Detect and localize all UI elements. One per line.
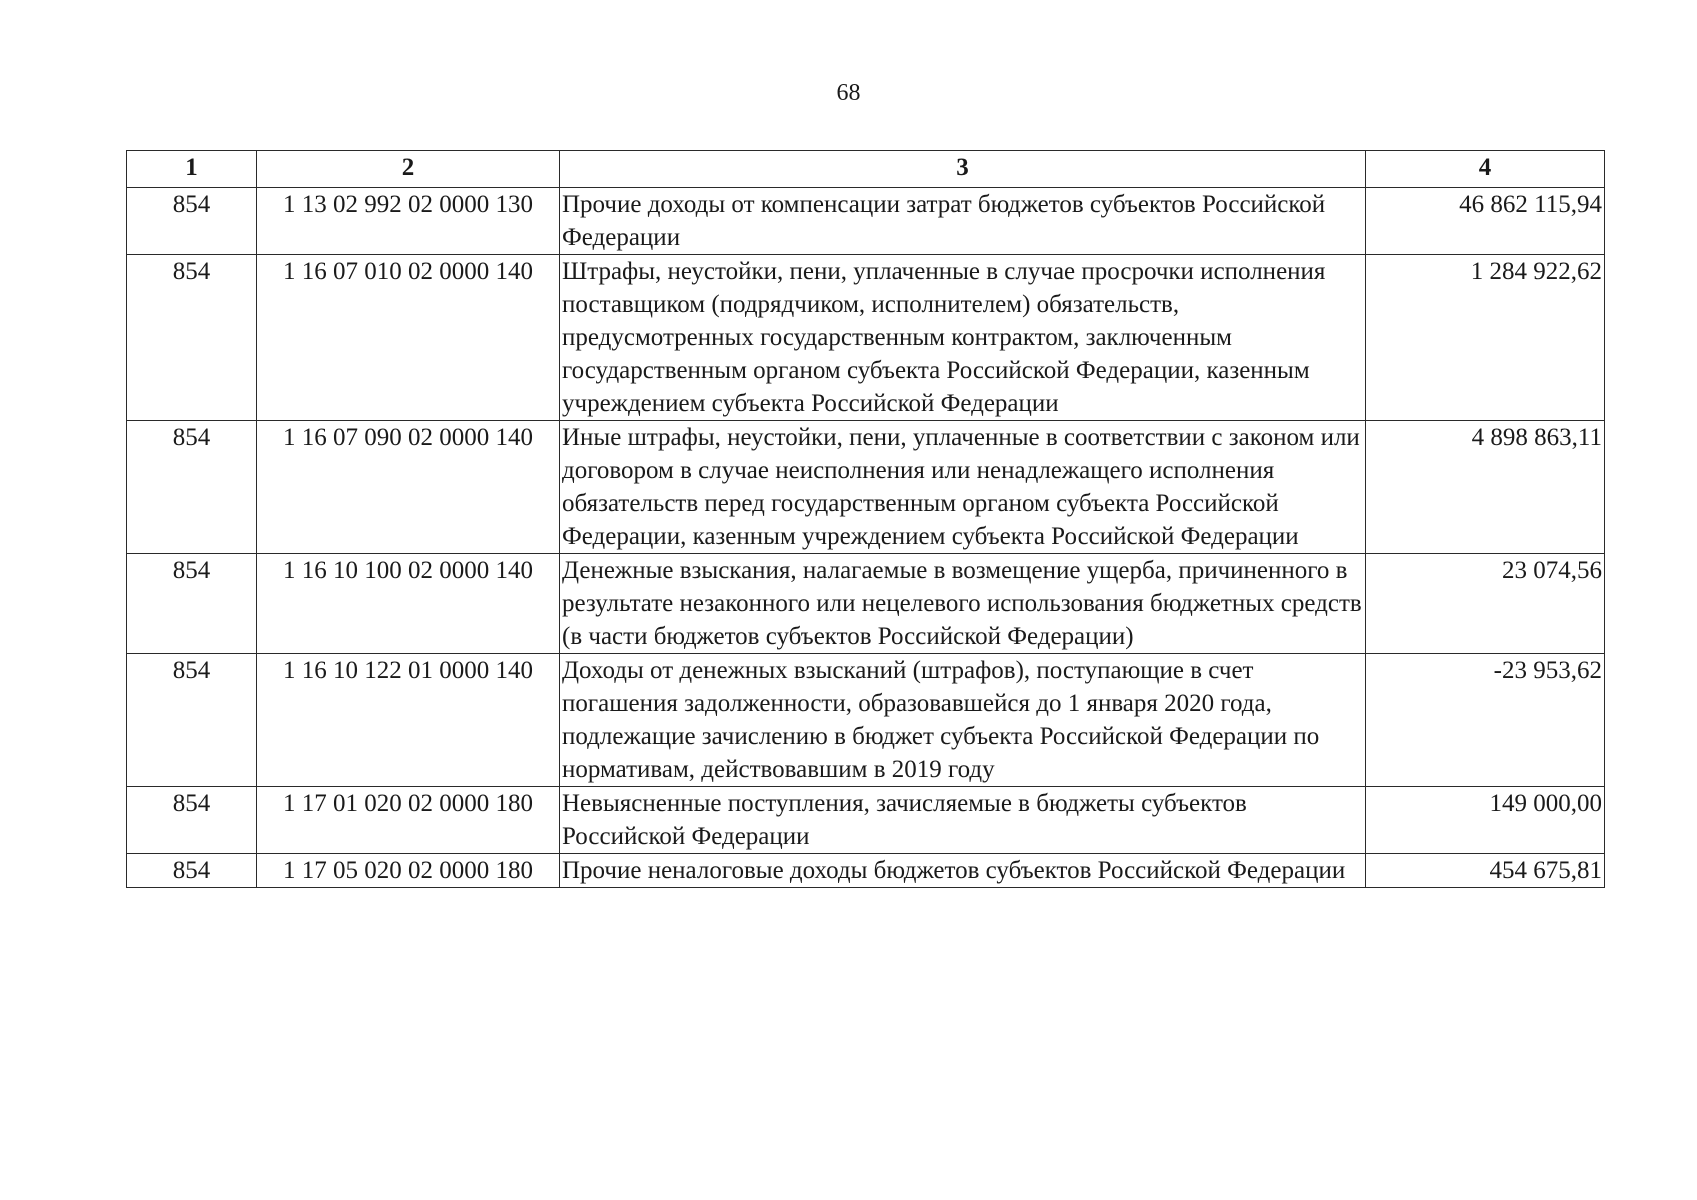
table-row — [127, 188, 1605, 255]
revenue-code-cell: 1 16 10 122 01 0000 140 — [257, 654, 560, 787]
admin-code-cell: 854 — [127, 654, 257, 787]
amount-cell: 4 898 863,11 — [1366, 421, 1605, 554]
revenue-code-cell: 1 13 02 992 02 0000 130 — [257, 188, 560, 255]
table-row — [127, 787, 1605, 854]
revenue-code-cell: 1 16 07 090 02 0000 140 — [257, 421, 560, 554]
amount-cell: 1 284 922,62 — [1366, 255, 1605, 421]
table-row — [127, 421, 1605, 554]
table-header-row — [127, 151, 1605, 188]
amount-cell: 23 074,56 — [1366, 554, 1605, 654]
amount-cell: 46 862 115,94 — [1366, 188, 1605, 255]
amount-cell: -23 953,62 — [1366, 654, 1605, 787]
revenue-name-cell: Денежные взыскания, налагаемые в возмещение ущерба, причиненного в результате незаконного или нецелевого использования бюджетных средств (в части бюджетов субъектов Российской Федерации) — [560, 554, 1366, 654]
admin-code-cell: 854 — [127, 421, 257, 554]
header-col-3: 3 — [560, 151, 1366, 188]
table-row — [127, 255, 1605, 421]
admin-code-cell: 854 — [127, 854, 257, 888]
revenue-code-cell: 1 16 10 100 02 0000 140 — [257, 554, 560, 654]
budget-revenue-table — [126, 150, 1605, 888]
admin-code-cell: 854 — [127, 787, 257, 854]
revenue-code-cell: 1 17 01 020 02 0000 180 — [257, 787, 560, 854]
revenue-name-cell: Иные штрафы, неустойки, пени, уплаченные в соответствии с законом или договором в случае неисполнения или ненадлежащего исполнения обязательств перед государственным органом субъекта Российской Федерации, казенным учреждением субъекта Российской Федерации — [560, 421, 1366, 554]
table-row — [127, 654, 1605, 787]
revenue-name-cell: Штрафы, неустойки, пени, уплаченные в случае просрочки исполнения поставщиком (подрядчиком, исполнителем) обязательств, предусмотренных государственным контрактом, заключенным государственным органом субъекта Российской Федерации, казенным учреждением субъекта Российской Федерации — [560, 255, 1366, 421]
header-col-2: 2 — [257, 151, 560, 188]
revenue-code-cell: 1 17 05 020 02 0000 180 — [257, 854, 560, 888]
revenue-name-cell: Доходы от денежных взысканий (штрафов), поступающие в счет погашения задолженности, образовавшейся до 1 января 2020 года, подлежащие зачислению в бюджет субъекта Российской Федерации по нормативам, действовавшим в 2019 году — [560, 654, 1366, 787]
revenue-code-cell: 1 16 07 010 02 0000 140 — [257, 255, 560, 421]
table-row — [127, 554, 1605, 654]
header-col-4: 4 — [1366, 151, 1605, 188]
amount-cell: 454 675,81 — [1366, 854, 1605, 888]
admin-code-cell: 854 — [127, 188, 257, 255]
amount-cell: 149 000,00 — [1366, 787, 1605, 854]
revenue-name-cell: Прочие доходы от компенсации затрат бюджетов субъектов Российской Федерации — [560, 188, 1366, 255]
revenue-name-cell: Невыясненные поступления, зачисляемые в бюджеты субъектов Российской Федерации — [560, 787, 1366, 854]
revenue-name-cell: Прочие неналоговые доходы бюджетов субъектов Российской Федерации — [560, 854, 1366, 888]
admin-code-cell: 854 — [127, 255, 257, 421]
header-col-1: 1 — [127, 151, 257, 188]
table-row — [127, 854, 1605, 888]
admin-code-cell: 854 — [127, 554, 257, 654]
page-number: 68 — [836, 80, 861, 106]
